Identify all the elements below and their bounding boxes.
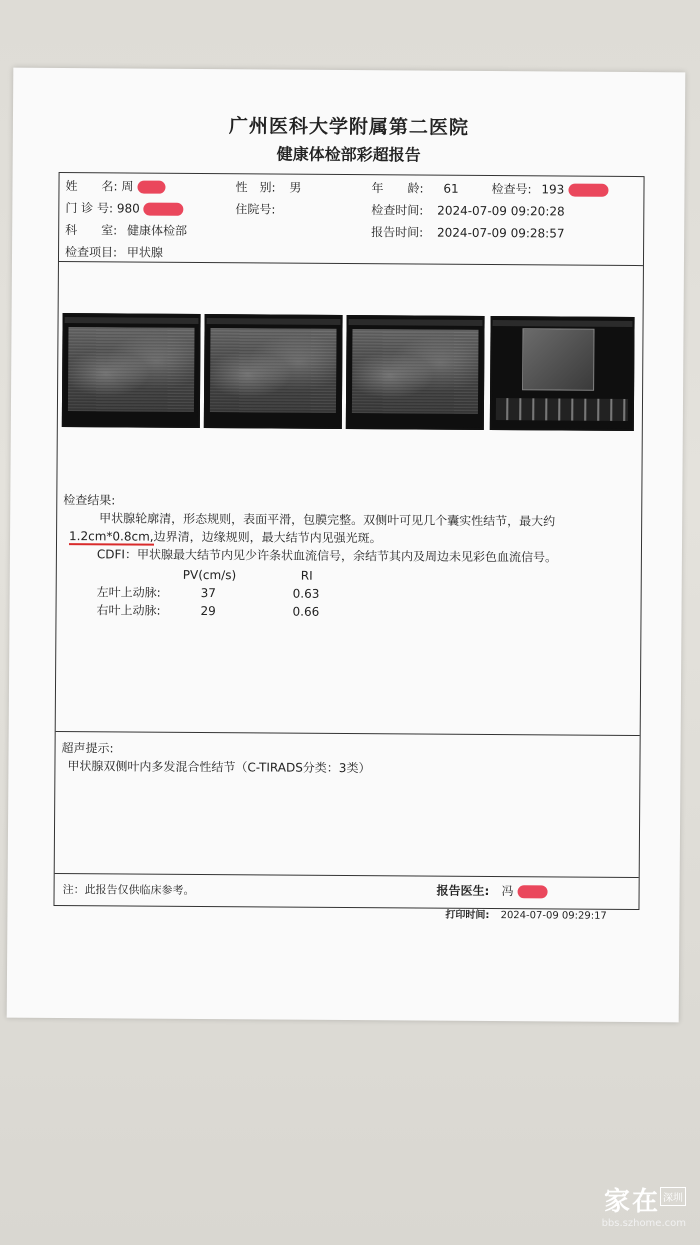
- artery-row-pv: 29: [200, 603, 216, 619]
- gender-value: 男: [289, 180, 302, 195]
- artery-row-ri: 0.63: [292, 586, 320, 601]
- report-time-label: 报告时间:: [371, 225, 424, 240]
- artery-row-ri: 0.66: [292, 604, 320, 619]
- watermark-brand: 家在: [603, 1187, 660, 1217]
- ultrasound-image-1: [62, 313, 201, 428]
- exam-no-label: 检查号:: [491, 182, 532, 197]
- age-field: [371, 179, 458, 197]
- age-value: 61: [443, 181, 459, 196]
- print-time: [445, 906, 607, 922]
- exam-item-value: 甲状腺: [126, 245, 163, 260]
- inpatient-field: [235, 200, 275, 217]
- dept-label: 科 室:: [65, 223, 118, 238]
- ultrasound-image-3: [346, 315, 485, 430]
- exam-item-label: 检查项目:: [64, 245, 118, 260]
- artery-row-name: 右叶上动脉:: [96, 603, 161, 618]
- doctor-field: [437, 882, 548, 900]
- divider: [59, 261, 643, 266]
- doppler-image: [490, 316, 635, 431]
- exam-item-field: [65, 243, 163, 261]
- redaction-mark: [518, 885, 548, 898]
- report-time-field: [371, 223, 564, 241]
- name-field: [65, 177, 165, 195]
- report-frame: [53, 172, 644, 910]
- ultrasound-image-2: [204, 314, 343, 429]
- outpatient-value: 980: [116, 201, 140, 216]
- print-time-label: 打印时间:: [445, 909, 490, 922]
- name-label: 姓 名:: [65, 179, 118, 194]
- redaction-mark: [137, 181, 165, 194]
- exam-time-field: [371, 201, 564, 219]
- exam-no-field: [491, 180, 608, 198]
- age-label: 年 龄:: [371, 181, 424, 196]
- gender-label: 性 别:: [235, 180, 276, 195]
- redaction-mark: [568, 184, 608, 197]
- ultrasound-image-row: [58, 305, 643, 427]
- pv-header: PV(cm/s): [182, 567, 237, 583]
- artery-row-pv: 37: [200, 585, 216, 601]
- report-time-value: 2024-07-09 09:28:57: [437, 225, 565, 241]
- exam-time-label: 检查时间:: [371, 203, 424, 218]
- nodule-size: 1.2cm*0.8cm,: [69, 529, 154, 544]
- hospital-name: 广州医科大学附属第二医院: [228, 115, 469, 139]
- artery-row-name: 左叶上动脉:: [96, 585, 161, 600]
- impression-label: 超声提示:: [61, 741, 114, 756]
- impression-text: 甲状腺双侧叶内多发混合性结节（C-TIRADS分类：3类）: [67, 759, 371, 776]
- findings-line-3: CDFI：甲状腺最大结节内见少许条状血流信号，余结节其内及周边未见彩色血流信号。: [96, 547, 558, 565]
- exam-time-value: 2024-07-09 09:20:28: [437, 203, 565, 219]
- disclaimer-note: 注：此报告仅供临床参考。: [62, 883, 195, 897]
- divider: [55, 873, 639, 878]
- gender-field: [235, 178, 301, 195]
- findings-line-1: 甲状腺轮廓清，形态规则，表面平滑，包膜完整。双侧叶可见几个囊实性结节，最大约: [99, 511, 556, 529]
- doctor-label: 报告医生:: [436, 883, 490, 899]
- report-paper: [7, 68, 686, 1023]
- site-watermark: [602, 1181, 686, 1229]
- report-title: 健康体检部彩超报告: [276, 144, 421, 165]
- outpatient-label: 门 诊 号:: [65, 201, 114, 216]
- dept-field: [65, 221, 187, 239]
- print-time-value: 2024-07-09 09:29:17: [500, 910, 607, 922]
- exam-no-value: 193: [541, 182, 565, 197]
- inpatient-label: 住院号:: [235, 202, 276, 217]
- watermark-url: bbs.szhome.com: [601, 1218, 686, 1229]
- redaction-mark: [144, 203, 184, 216]
- watermark-tag: 深圳: [660, 1187, 686, 1206]
- dept-value: 健康体检部: [127, 223, 188, 238]
- findings-line-2: [69, 527, 382, 547]
- outpatient-field: [65, 199, 183, 217]
- findings-label: 检查结果:: [63, 493, 116, 508]
- doctor-value: 冯: [501, 884, 514, 899]
- name-value: 周: [121, 179, 134, 194]
- divider: [56, 731, 640, 736]
- ri-header: RI: [300, 568, 313, 583]
- findings-line-2-rest: 边界清，边缘规则，最大结节内见强光斑。: [153, 529, 382, 546]
